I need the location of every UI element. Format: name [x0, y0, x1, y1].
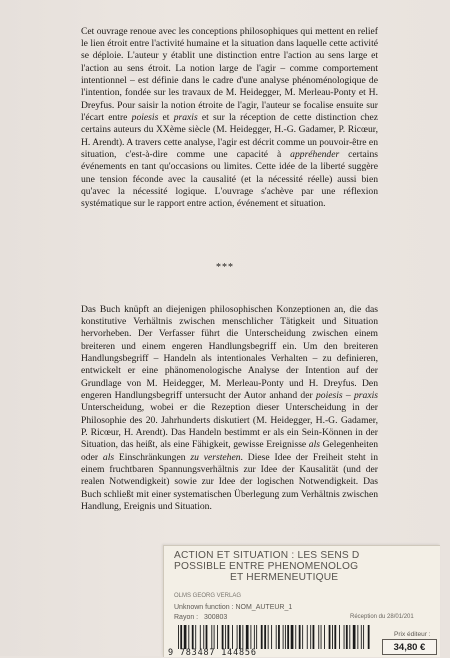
sticker-price-label: Prix éditeur :: [394, 631, 431, 638]
emphasis-als: als: [308, 439, 320, 451]
emphasis-poiesis-praxis: poiesis – praxis: [315, 390, 378, 401]
sticker-publisher: OLMS GEORG VERLAG: [174, 593, 242, 599]
barcode-icon: [176, 625, 372, 649]
emphasis-zu-verstehen: zu verstehen: [190, 451, 241, 463]
french-blurb: Cet ouvrage renoue avec les conceptions philosophiques qui mettent en relief le lien étroit entre l'activité humaine et la situation dans laquelle cette activité se déploie. L'auteur y établit une distinction entre l'action au sens large et l'action au sens étroit. La notion large de l'agir – comme comportement intentionnel – est définie dans le cadre d'une analyse phénoménologique de l'intention, fondée sur les travaux de M. Heidegger, M. Merleau-Ponty et H. Dreyfus. Pour saisir la notion étroite de l'agir, l'auteur se focalise ensuite sur l'écart entre poiesis et praxis et sur la réception de cette distinction chez certains auteurs du XXème siècle (M. Heidegger, H.-G. Gadamer, P. Ricœur, H. Arendt). A travers cette analyse, l'agir est décrit comme un pouvoir-être en situation, c'est-à-dire comme une capacité à appréhender certains événements en tant qu'occasions ou limites. Cette idée de la liberté suggère une tension féconde avec la causalité (et la nécessité réelle) aussi bien qu'avec la nécessité logique. L'ouvrage s'achève par une réflexion systématique sur le rapport entre action, événement et situation.: [81, 25, 378, 210]
price-value: 34,80 €: [382, 639, 437, 655]
emphasis-apprehender: appréhender: [290, 149, 340, 161]
section-separator: ***: [216, 262, 234, 273]
sticker-reception-date: Réception du 28/01/201: [350, 614, 414, 620]
sticker-function: Unknown function : NOM_AUTEUR_1: [174, 604, 293, 611]
price-sticker: [163, 545, 440, 657]
emphasis-poiesis: poiesis: [131, 112, 159, 123]
emphasis-als-2: als: [102, 451, 115, 463]
sticker-book-title: ACTION ET SITUATION : LES SENS D POSSIBLE ENTRE PHENOMENOLOG ET HERMENEUTIQUE: [174, 550, 360, 583]
emphasis-praxis: praxis: [173, 112, 198, 123]
barcode-digits: 9 783487 144856: [168, 648, 257, 658]
sticker-rayon: Rayon : 300803: [174, 614, 228, 621]
sticker-rayon-value: 300803: [203, 614, 228, 621]
german-blurb: Das Buch knüpft an diejenigen philosophischen Konzeptionen an, die das konstitutive Verhältnis zwischen menschlicher Tätigkeit und Situation hervorheben. Der Verfasser führt die Unterscheidung zwischen einem breiteren und einem engeren Handlungsbegriff ein. Um den breiteren Handlungsbegriff – Handeln als intentionales Verhalten – zu definieren, entwickelt er eine phänomenologische Analyse der Intention auf der Grundlage von M. Heidegger, M. Merleau-Ponty und H. Dreyfus. Den engeren Handlungsbegriff untersucht der Autor anhand der poiesis – praxis Unterscheidung, wobei er die Rezeption dieser Unterscheidung in der Philosophie des 20. Jahrhunderts diskutiert (M. Heidegger, H.-G. Gadamer, P. Ricœur, H. Arendt). Das Handeln bestimmt er als ein Sein-Können in der Situation, das heißt, als eine Fähigkeit, gewisse Ereignisse als Gelegenheiten oder als Einschränkungen zu verstehen. Diese Idee der Freiheit steht in einem fruchtbaren Spannungsverhältnis zur Idee der Kausalität (und der realen Notwendigkeit) sowie zur Idee der logischen Notwendigkeit. Das Buch schließt mit einer systematischen Überlegung zum Verhältnis zwischen Handlung, Ereignis und Situation.: [81, 303, 378, 513]
